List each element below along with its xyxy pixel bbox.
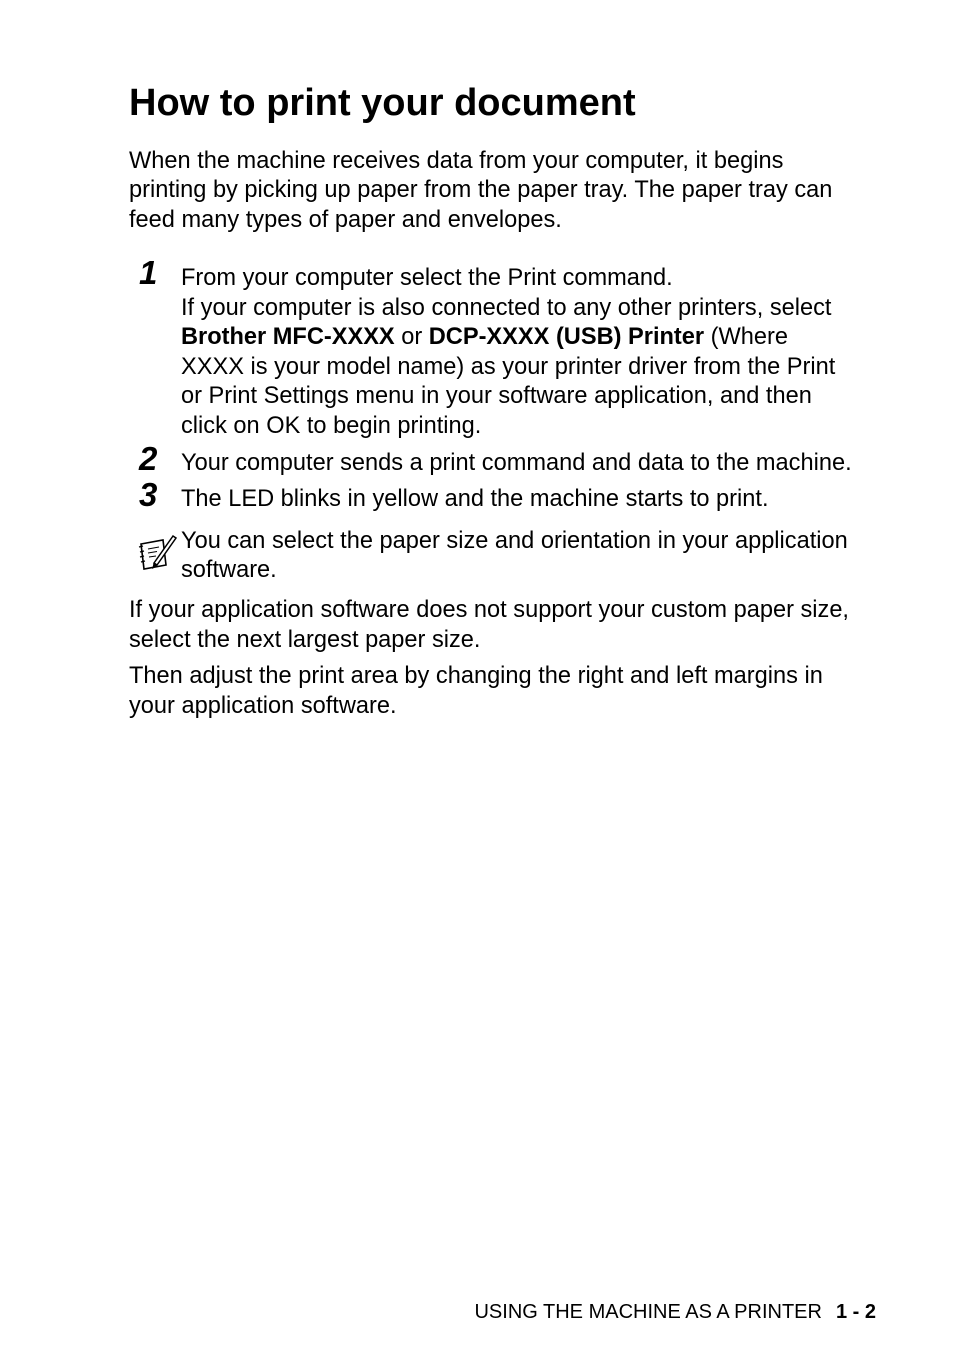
printer-name-mfc: Brother MFC-XXXX <box>181 324 395 350</box>
paragraph-line: your application software. <box>129 692 397 719</box>
step-3-line: The LED blinks in yellow and the machine starts to print. <box>181 486 769 512</box>
intro-line: When the machine receives data from your computer, it begins <box>129 148 784 174</box>
step-2-line: Your computer sends a print command and data to the machine. <box>181 450 852 476</box>
where-text: (Where <box>704 324 788 350</box>
or-text: or <box>394 324 429 350</box>
step-1-line: XXXX is your model name) as your printer driver from the Print <box>181 353 836 380</box>
page-title: How to print your document <box>129 82 636 124</box>
note-line: You can select the paper size and orientation in your application <box>181 528 848 554</box>
step-3-text <box>181 485 891 515</box>
paragraph-line: Then adjust the print area by changing the right and left margins in <box>129 663 823 689</box>
step-1-line: If your computer is also connected to any other printers, select <box>181 294 832 321</box>
step-1-line: or Print Settings menu in your software application, and then <box>181 383 812 409</box>
step-2-text <box>181 449 891 479</box>
footer-section-title: USING THE MACHINE AS A PRINTER <box>474 1301 822 1323</box>
step-number-2: 2 <box>139 440 158 477</box>
step-1-driver-line <box>181 323 891 353</box>
margins-paragraph <box>129 662 889 721</box>
step-number-1: 1 <box>139 254 158 291</box>
intro-line: feed many types of paper and envelopes. <box>129 206 562 233</box>
step-1-line: click on OK to begin printing. <box>181 412 482 439</box>
intro-paragraph <box>129 147 889 235</box>
step-number-3: 3 <box>139 476 158 513</box>
step-1-text <box>181 264 891 441</box>
note-line: software. <box>181 557 277 584</box>
paragraph-line: If your application software does not support your custom paper size, <box>129 597 849 623</box>
step-1-line: From your computer select the Print command. <box>181 265 673 291</box>
note-pencil-icon <box>135 532 177 574</box>
paper-size-paragraph <box>129 596 889 655</box>
printer-name-dcp: DCP-XXXX (USB) Printer <box>428 324 705 350</box>
page-number: 1 - 2 <box>835 1301 876 1323</box>
note-text <box>181 527 891 586</box>
page-footer <box>474 1300 876 1324</box>
paragraph-line: select the next largest paper size. <box>129 626 481 653</box>
intro-line: printing by picking up paper from the paper tray. The paper tray can <box>129 177 833 204</box>
